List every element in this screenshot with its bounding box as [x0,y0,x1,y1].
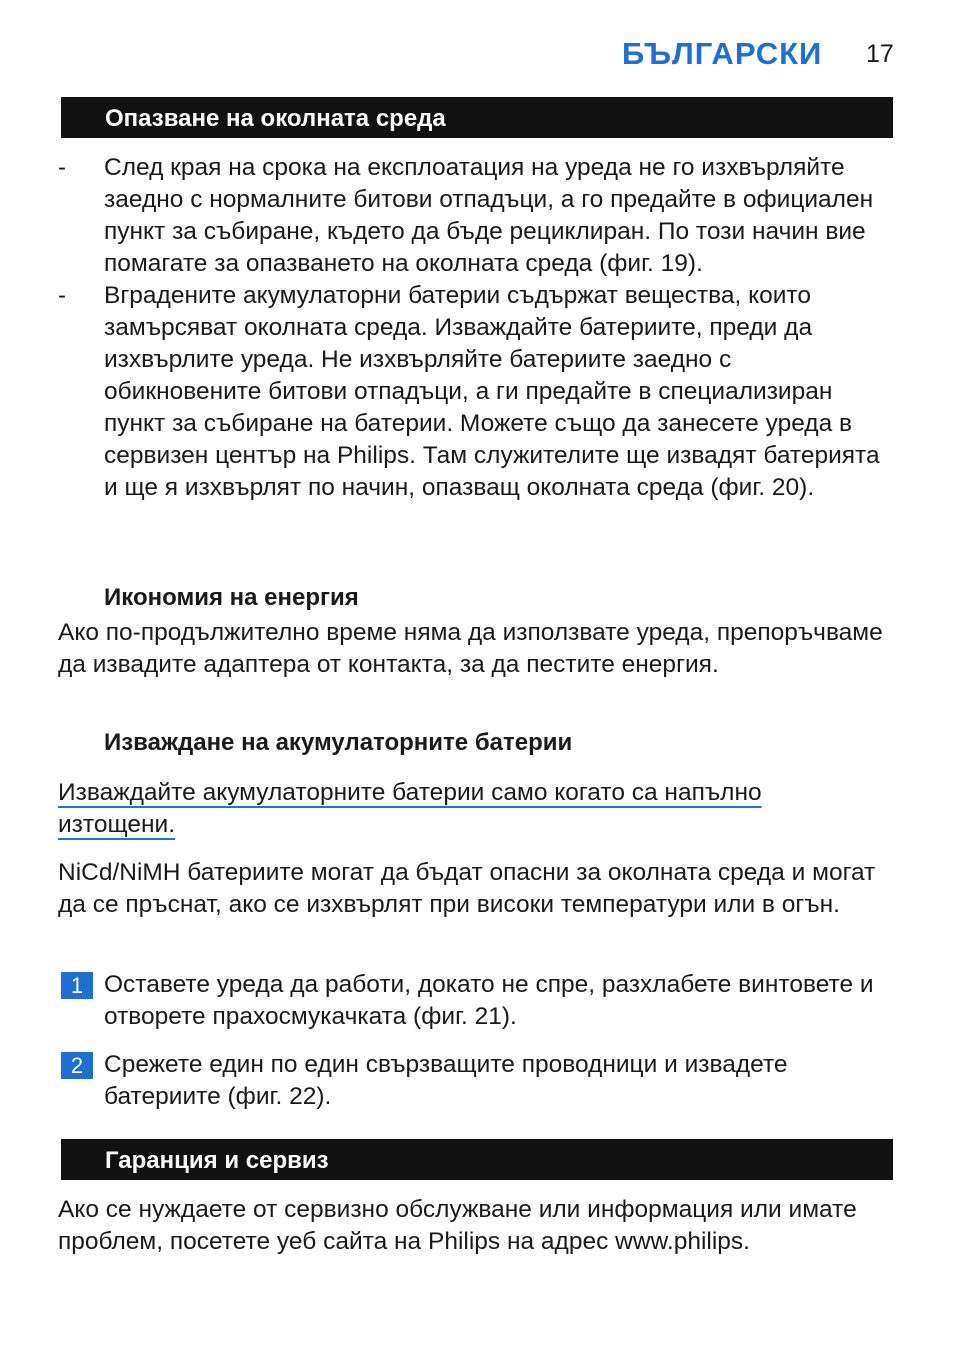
list-item [58,152,894,280]
bullet-dash: - [58,154,66,181]
section-title-environment: Опазване на околната среда [61,97,893,138]
bullet-text: След края на срока на експлоатация на уреда не го изхвърляйте заедно с нормалните битови отпадъци, а го предайте в официален пункт за събиране, където да бъде рециклиран. По този начин вие помагате за опазването на околната среда (фиг. 19). [104,154,874,277]
language-header: БЪЛГАРСКИ [622,36,823,71]
page-number: 17 [866,40,894,68]
energy-paragraph: Ако по-продължително време няма да използвате уреда, препоръчваме да извадите адаптера от контакта, за да пестите енергия. [58,619,883,678]
bullet-text: Вградените акумулаторни батерии съдържат вещества, които замърсяват околната среда. Изваждайте батериите, преди да изхвърлите уреда. Не изхвърляйте батериите заедно с обикновените битови отпадъци, а ги предайте в специализиран пункт за събиране на батерии. Можете също да занесете уреда в сервизен център на Philips. Там служителите ще извадят батерията и ще я изхвърлят по начин, опазващ околната среда (фиг. 20). [104,282,880,501]
step-1 [61,969,897,1033]
step-number-badge: 1 [61,972,93,999]
step-number-badge: 2 [61,1052,93,1079]
step-text: Оставете уреда да работи, докато не спре, разхлабете винтовете и отворете прахосмукачката (фиг. 21). [104,971,874,1030]
list-item [58,280,894,504]
heading-battery-removal: Изваждане на акумулаторните батерии [104,729,573,756]
environment-bullet-list [58,152,894,504]
section-title-warranty: Гаранция и сервиз [61,1139,893,1180]
step-text: Срежете един по един свързващите проводници и извадете батериите (фиг. 22). [104,1051,788,1110]
battery-warning: Изваждайте акумулаторните батерии само когато са напълно изтощени. [58,779,762,838]
warranty-paragraph: Ако се нуждаете от сервизно обслужване или информация или имате проблем, посетете уеб сайта на Philips на адрес www.philips. [58,1196,857,1255]
step-2 [61,1049,897,1113]
battery-paragraph: NiCd/NiMH батериите могат да бъдат опасни за околната среда и могат да се пръснат, ако се изхвърлят при високи температури или в огън. [58,859,876,918]
heading-energy-saving: Икономия на енергия [104,584,359,611]
bullet-dash: - [58,282,66,309]
